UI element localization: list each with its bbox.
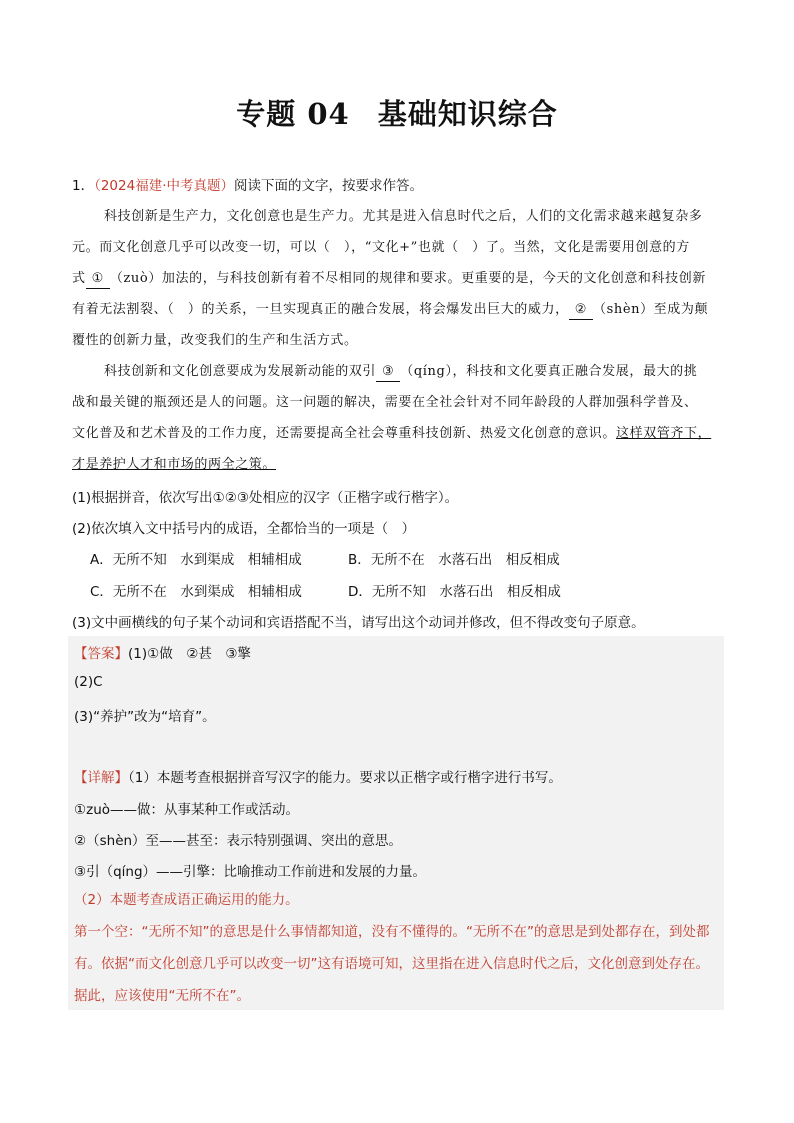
passage-text: （qíng），科技和文化要真正融合发展，最大的挑 [400, 364, 698, 379]
page-title [0, 92, 794, 133]
explanation-label: 【详解】 [74, 770, 128, 786]
explanation-line: 有。依据“而文化创意几乎可以改变一切”这有语境可知，这里指在进入信息时代之后，文化创意到处存在。 [74, 956, 709, 972]
explanation-detail [74, 884, 724, 1012]
subquestion-3: (3)文中画横线的句子某个动词和宾语搭配不当，请写出这个动词并修改，但不得改变句子原意。 [72, 615, 645, 631]
passage-line [72, 449, 732, 480]
explanation-line: ①zuò——做：从事某种工作或活动。 [74, 802, 300, 818]
passage-text: 覆性的创新力量，改变我们的生产和生活方式。 [72, 333, 358, 348]
passage-line [72, 232, 732, 263]
question-source: （2024福建·中考真题） [94, 178, 234, 194]
underlined-sentence: 才是养护人才和市场的两全之策。 [72, 457, 277, 472]
passage-line [72, 263, 732, 294]
passage-line [72, 201, 732, 232]
underlined-sentence: 这样双管齐下， [616, 426, 712, 441]
question-instruction: 阅读下面的文字，按要求作答。 [234, 178, 423, 194]
option-a: A．无所不知 水到渠成 相辅相成 [90, 552, 302, 568]
explanation-text: （1）本题考查根据拼音写汉字的能力。要求以正楷字或行楷字进行书写。 [128, 770, 562, 786]
passage-line [72, 294, 732, 325]
answer-label: 【答案】 [74, 646, 128, 662]
explanation-line: 第一个空：“无所不知”的意思是什么事情都知道，没有不懂得的。“无所不在”的意思是到处都存在，到处都 [74, 924, 710, 940]
title-main: 专题 04 [236, 97, 350, 131]
passage-line [72, 387, 732, 418]
option-c: C．无所不在 水到渠成 相辅相成 [90, 584, 302, 600]
subquestion-2: (2)依次填入文中括号内的成语，全都恰当的一项是（ ） [72, 521, 416, 537]
fill-blank-1: ① [86, 270, 110, 289]
title-sub: 基础知识综合 [377, 97, 558, 131]
question-header [72, 174, 423, 194]
question-number: 1． [72, 178, 95, 194]
passage-text: 式 [72, 271, 86, 286]
passage-line [72, 356, 732, 387]
passage-text: 科技创新是生产力，文化创意也是生产力。尤其是进入信息时代之后，人们的文化需求越来越复杂多 [104, 209, 703, 224]
reading-passage [72, 201, 732, 480]
answer-line-1 [74, 642, 251, 662]
passage-text: 科技创新和文化创意要成为发展新动能的双引 [104, 364, 377, 379]
option-d: D．无所不知 水落石出 相反相成 [348, 584, 561, 600]
subquestion-1: (1)根据拼音，依次写出①②③处相应的汉字（正楷字或行楷字）。 [72, 490, 459, 506]
option-b: B．无所不在 水落石出 相反相成 [348, 552, 560, 568]
explanation-line: ②（shèn）至——甚至：表示特别强调、突出的意思。 [74, 833, 403, 849]
explanation-line: 据此，应该使用“无所不在”。 [74, 988, 250, 1004]
answer-line-2: (2)C [74, 674, 103, 690]
passage-line [72, 418, 732, 449]
explanation-line: ③引（qíng）——引擎：比喻推动工作前进和发展的力量。 [74, 864, 427, 880]
passage-text: 元。而文化创意几乎可以改变一切，可以（ ），“文化+”也就（ ）了。当然，文化是需要用创意的方 [72, 240, 690, 255]
passage-text: （zuò）加法的，与科技创新有着不尽相同的规律和要求。更重要的是，今天的文化创意和科技创新 [109, 271, 706, 286]
explanation-intro [74, 766, 562, 786]
passage-line [72, 325, 732, 356]
explanation-line: （2）本题考查成语正确运用的能力。 [74, 892, 299, 908]
fill-blank-3: ③ [376, 363, 400, 382]
passage-text: 有着无法割裂、（ ）的关系，一旦实现真正的融合发展，将会爆发出巨大的威力， [72, 302, 569, 317]
passage-text: 战和最关键的瓶颈还是人的问题。这一问题的解决，需要在全社会针对不同年龄段的人群加强科学普及、 [72, 395, 698, 410]
answer-text: (1)①做 ②甚 ③擎 [128, 646, 251, 662]
fill-blank-2: ② [569, 301, 593, 320]
passage-text: 文化普及和艺术普及的工作力度，还需要提高全社会尊重科技创新、热爱文化创意的意识。 [72, 426, 617, 441]
passage-text: （shèn）至成为颠 [592, 302, 709, 317]
answer-line-3: (3)“养护”改为“培育”。 [74, 709, 216, 725]
